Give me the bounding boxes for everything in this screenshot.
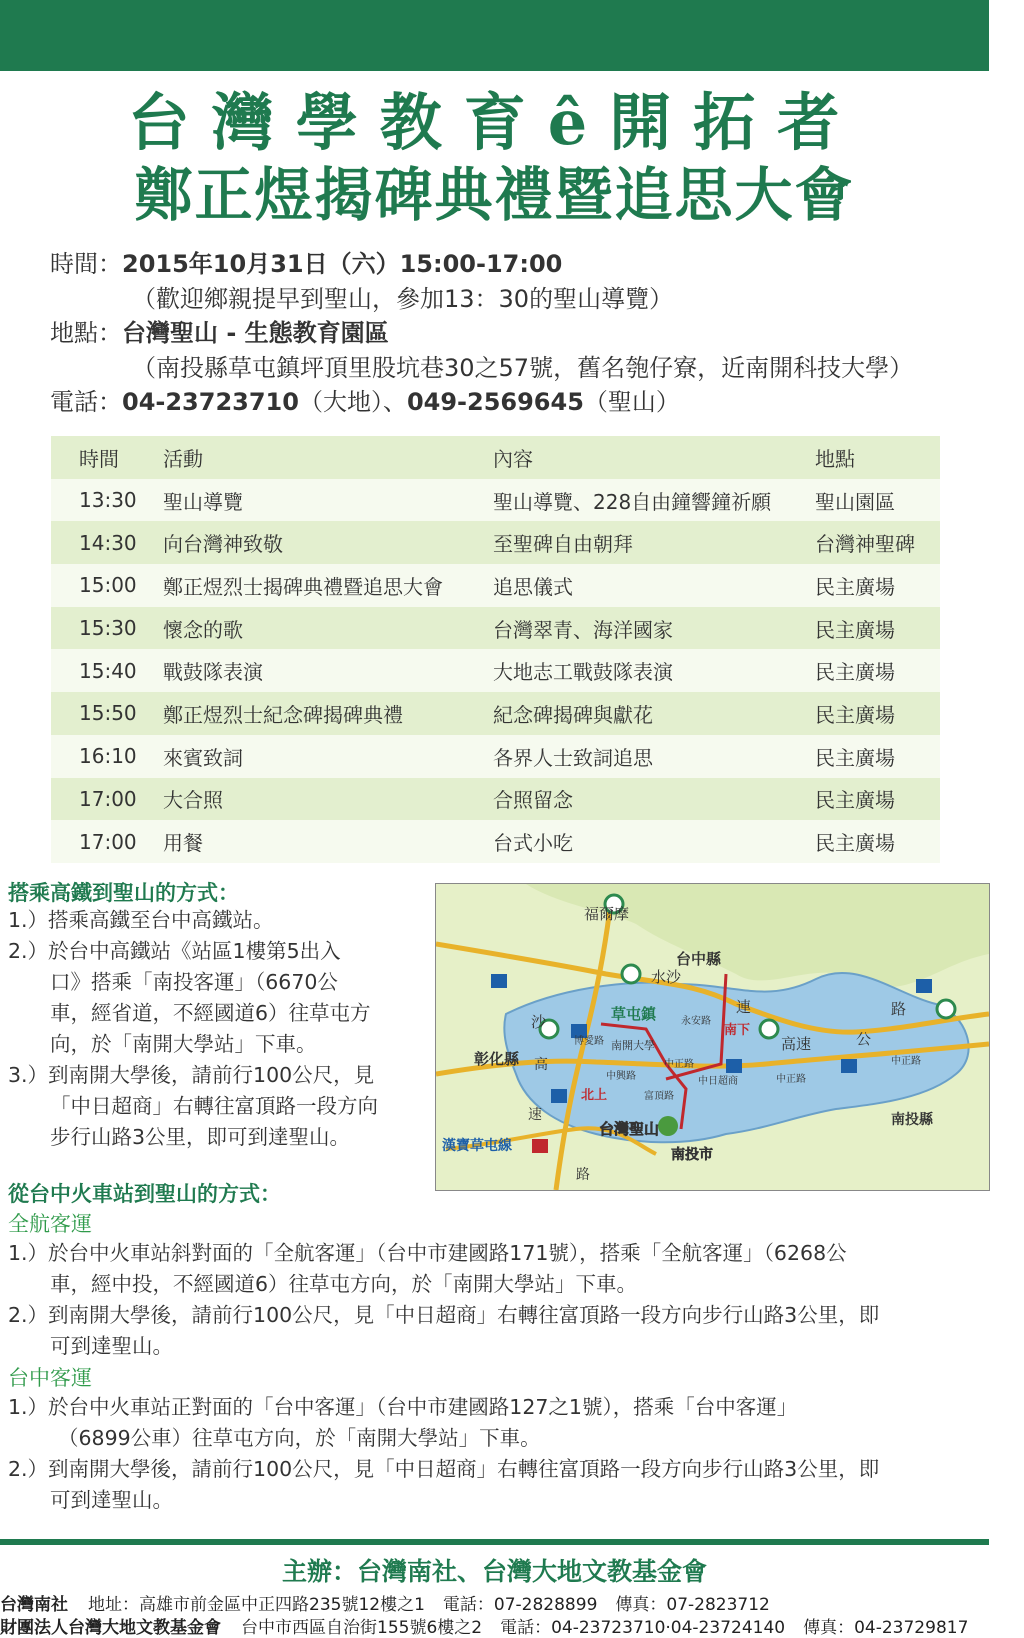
map-label-gaosu: 高速 — [781, 1035, 812, 1053]
org-2-tel: 電話：04-23723710‧04-23724140 — [500, 1618, 786, 1638]
map-label-sha: 沙 — [531, 1013, 547, 1031]
org-2-address: 台中市西區自治街155號6樓之2 — [241, 1618, 483, 1638]
hsr-step-3-line-2: 「中日超商」右轉往富頂路一段方向 — [50, 1094, 378, 1118]
hsr-step-1: 1.）搭乘高鐵至台中高鐵站。 — [8, 908, 274, 932]
hsr-step-2-line-3: 車，經省道，不經國道6）往草屯方 — [50, 1001, 371, 1025]
org-1-tel: 電話：07-2828899 — [442, 1595, 598, 1615]
row-content: 合照留念 — [493, 788, 573, 813]
time-line — [50, 247, 990, 282]
org-1-fax: 傳真：07-2823712 — [615, 1595, 770, 1615]
map-label-taichung-county: 台中縣 — [676, 950, 722, 968]
map-mountain-marker — [658, 1116, 678, 1136]
table-header-row — [51, 436, 940, 479]
row-time: 13:30 — [79, 488, 137, 513]
row-location: 民主廣場 — [815, 574, 895, 599]
c2-step-2-line-1: 2.）到南開大學後，請前行100公尺，見「中日超商」右轉往富頂路一段方向步行山路3公里，即 — [8, 1457, 880, 1481]
time-label: 時間： — [50, 250, 122, 278]
freeway-6-sign — [622, 965, 640, 983]
place-note: （南投縣草屯鎮坪頂里股坑巷30之57號，舊名匏仔寮，近南開科技大學） — [132, 353, 914, 382]
row-time: 14:30 — [79, 530, 137, 555]
row-content: 聖山導覽、228自由鐘響鐘祈願 — [493, 489, 772, 514]
phone-value-2: 049-2569645 — [406, 388, 584, 416]
route-map — [435, 883, 990, 1191]
map-label-zhongri: 中日超商 — [698, 1076, 738, 1087]
c2-step-2-line-2: 可到達聖山。 — [50, 1488, 173, 1512]
row-content: 各界人士致詞追思 — [493, 745, 653, 770]
org-2-name: 財團法人台灣大地文教基金會 — [0, 1618, 221, 1638]
org-2-fax: 傳真：04-23729817 — [803, 1618, 969, 1638]
map-label-yongan: 永安路 — [681, 1016, 711, 1027]
company-1-heading: 全航客運 — [8, 1212, 92, 1236]
row-activity: 向台灣神致敬 — [163, 532, 283, 557]
phone-value-1: 04-23723710 — [122, 388, 299, 416]
phone-label: 電話： — [50, 388, 122, 416]
county-76-sign — [532, 1139, 548, 1153]
c2-step-1-line-1: 1.）於台中火車站正對面的「台中客運」（台中市建國路127之1號），搭乘「台中客運」 — [8, 1395, 798, 1419]
map-label-north: 北上 — [581, 1088, 608, 1103]
row-content: 台式小吃 — [493, 831, 573, 856]
row-time: 17:00 — [79, 829, 137, 854]
header-content: 內容 — [493, 446, 533, 471]
map-label-zhongxing: 中興路 — [606, 1071, 636, 1082]
map-label-south: 南下 — [724, 1023, 751, 1038]
row-time: 17:00 — [79, 786, 137, 811]
schedule-table — [51, 436, 940, 863]
c2-step-1-line-2: （6899公車）往草屯方向，於「南開大學站」下車。 — [58, 1426, 541, 1450]
time-note: （歡迎鄉親提早到聖山，參加13：30的聖山導覽） — [132, 284, 674, 313]
map-label-zhongzheng-1: 中正路 — [664, 1059, 694, 1070]
highway-14-sign-1 — [491, 974, 507, 988]
row-location: 民主廣場 — [815, 788, 895, 813]
c1-step-2-line-2: 可到達聖山。 — [50, 1334, 173, 1358]
map-label-nantou-city: 南投市 — [671, 1147, 713, 1163]
table-row — [51, 479, 940, 522]
phone-line — [50, 385, 990, 420]
row-activity: 戰鼓隊表演 — [163, 660, 263, 685]
row-location: 台灣神聖碑 — [815, 532, 915, 557]
row-location: 聖山園區 — [815, 489, 895, 514]
map-label-nankai: 南開大學 — [611, 1039, 655, 1052]
map-label-lu-south: 路 — [576, 1167, 590, 1183]
hsr-step-3-line-3: 步行山路3公里，即可到達聖山。 — [50, 1125, 351, 1149]
place-line — [50, 316, 990, 351]
header-location: 地點 — [815, 446, 855, 471]
map-label-sacred-mountain: 台灣聖山 — [599, 1120, 660, 1138]
time-value: 2015年10月31日（六）15:00-17:00 — [122, 250, 563, 278]
map-label-futing: 富頂路 — [644, 1091, 674, 1102]
row-location: 民主廣場 — [815, 660, 895, 685]
row-time: 15:00 — [79, 573, 137, 598]
map-label-lian: 連 — [736, 998, 752, 1016]
map-label-fuermo: 福爾摩 — [584, 905, 630, 923]
table-row — [51, 607, 940, 650]
table-row — [51, 820, 940, 863]
map-label-su: 速 — [528, 1107, 542, 1123]
table-row — [51, 735, 940, 778]
map-label-gong: 公 — [856, 1030, 872, 1048]
highway-14-sign-3 — [841, 1059, 857, 1073]
c1-step-2-line-1: 2.）到南開大學後，請前行100公尺，見「中日超商」右轉往富頂路一段方向步行山路3公里，即 — [8, 1303, 880, 1327]
row-location: 民主廣場 — [815, 617, 895, 642]
company-2-heading: 台中客運 — [8, 1366, 92, 1390]
map-label-nantou-county: 南投縣 — [891, 1112, 933, 1128]
row-activity: 聖山導覽 — [163, 489, 243, 514]
map-label-changhua-county: 彰化縣 — [474, 1050, 520, 1068]
train-heading: 從台中火車站到聖山的方式： — [8, 1182, 281, 1206]
freeway-6-sign-far-east — [937, 1000, 955, 1018]
hsr-step-3-line-1: 3.）到南開大學後，請前行100公尺，見 — [8, 1063, 375, 1087]
org-1-contact — [0, 1590, 788, 1615]
footer-divider — [0, 1539, 989, 1545]
map-label-caotun: 草屯鎮 — [611, 1005, 657, 1023]
table-row — [51, 649, 940, 692]
highway-14-sign-2 — [726, 1059, 742, 1073]
row-location: 民主廣場 — [815, 702, 895, 727]
map-label-lu-east: 路 — [891, 1000, 907, 1018]
map-label-bochang: 博愛路 — [574, 1036, 604, 1047]
row-content: 至聖碑自由朝拜 — [493, 532, 633, 557]
row-activity: 鄭正煜烈士紀念碑揭碑典禮 — [163, 702, 403, 727]
map-label-gao: 高 — [534, 1057, 548, 1073]
row-activity: 來賓致詞 — [163, 745, 243, 770]
row-activity: 懷念的歌 — [163, 617, 243, 642]
place-value: 台灣聖山 - 生態教育園區 — [122, 319, 389, 347]
hsr-steps — [8, 905, 428, 1153]
map-label-shuisha: 水沙 — [651, 968, 682, 986]
table-row — [51, 564, 940, 607]
row-location: 民主廣場 — [815, 745, 895, 770]
page-subtitle: 鄭正煜揭碑典禮暨追思大會 — [134, 161, 855, 229]
hsr-step-2-line-4: 向，於「南開大學站」下車。 — [50, 1032, 317, 1056]
place-label: 地點： — [50, 319, 122, 347]
event-info — [50, 247, 990, 420]
table-row — [51, 692, 940, 735]
freeway-6-sign-east — [760, 1020, 778, 1038]
row-activity: 大合照 — [163, 788, 223, 813]
hsr-step-2-line-1: 2.）於台中高鐵站《站區1樓第5出入 — [8, 939, 341, 963]
row-time: 15:30 — [79, 616, 137, 641]
table-row — [51, 778, 940, 821]
row-time: 15:40 — [79, 658, 137, 683]
page-title: 台灣學教育ê開拓者 — [127, 86, 862, 159]
highway-14-sign-5 — [551, 1089, 567, 1103]
phone-note-1: （大地）、 — [298, 388, 407, 416]
highway-14-sign-4 — [916, 979, 932, 993]
row-time: 16:10 — [79, 744, 137, 769]
row-content: 台灣翠青、海洋國家 — [493, 617, 673, 642]
map-label-hanbao: 漢寶草屯線 — [442, 1138, 512, 1154]
header-activity: 活動 — [163, 446, 203, 471]
route-map-svg — [436, 884, 989, 1190]
org-1-address: 地址：高雄市前金區中正四路235號12樓之1 — [88, 1595, 425, 1615]
row-location: 民主廣場 — [815, 831, 895, 856]
org-2-contact — [0, 1613, 986, 1638]
company-2-steps — [8, 1392, 983, 1516]
c1-step-1-line-2: 車，經中投，不經國道6）往草屯方向，於「南開大學站」下車。 — [50, 1272, 638, 1296]
table-row — [51, 521, 940, 564]
company-1-steps — [8, 1238, 983, 1362]
organizers: 主辦：台灣南社、台灣大地文教基金會 — [281, 1557, 707, 1586]
phone-note-2: （聖山） — [583, 388, 680, 416]
row-activity: 用餐 — [163, 831, 203, 856]
row-content: 紀念碑揭碑與獻花 — [493, 702, 653, 727]
top-banner-bar — [0, 0, 989, 71]
row-content: 大地志工戰鼓隊表演 — [493, 660, 673, 685]
org-1-name: 台灣南社 — [0, 1595, 68, 1615]
hsr-step-2-line-2: 口》搭乘「南投客運」（6670公 — [50, 970, 338, 994]
hsr-heading: 搭乘高鐵到聖山的方式： — [8, 881, 239, 905]
row-time: 15:50 — [79, 701, 137, 726]
map-label-zhongzheng-2: 中正路 — [776, 1074, 806, 1085]
row-activity: 鄭正煜烈士揭碑典禮暨追思大會 — [163, 574, 443, 599]
c1-step-1-line-1: 1.）於台中火車站斜對面的「全航客運」（台中市建國路171號），搭乘「全航客運」（6268公 — [8, 1241, 847, 1265]
header-time: 時間 — [79, 446, 119, 471]
row-content: 追思儀式 — [493, 574, 573, 599]
map-label-zhongzheng-3: 中正路 — [891, 1056, 921, 1067]
